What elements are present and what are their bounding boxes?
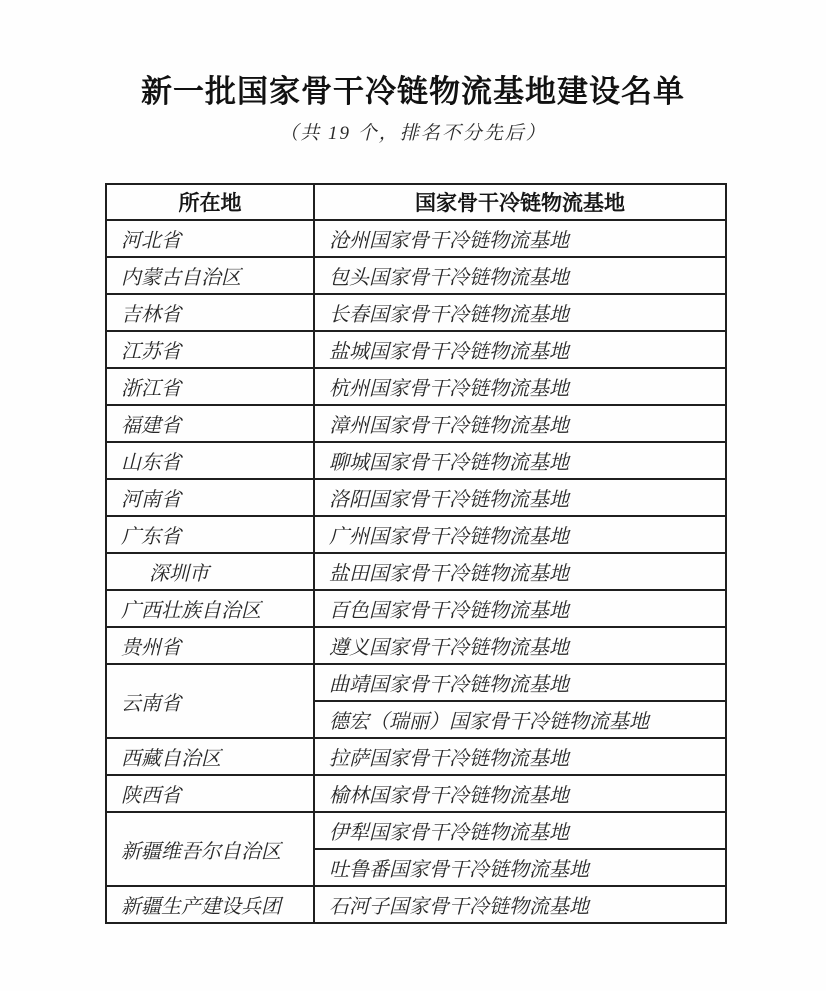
region-cell: 江苏省: [106, 331, 314, 368]
table-row: [106, 812, 726, 849]
base-cell: 杭州国家骨干冷链物流基地: [314, 368, 726, 405]
page-subtitle: （共 19 个，排名不分先后）: [279, 123, 547, 144]
table-row: [106, 294, 726, 331]
table-row: [106, 775, 726, 812]
header-row: [106, 184, 726, 220]
base-cell: 遵义国家骨干冷链物流基地: [314, 627, 726, 664]
base-cell: 广州国家骨干冷链物流基地: [314, 516, 726, 553]
table-row: [106, 553, 726, 590]
region-cell: 浙江省: [106, 368, 314, 405]
base-cell: 石河子国家骨干冷链物流基地: [314, 886, 726, 923]
base-cell: 拉萨国家骨干冷链物流基地: [314, 738, 726, 775]
region-cell: 广西壮族自治区: [106, 590, 314, 627]
region-cell: 西藏自治区: [106, 738, 314, 775]
table-row: [106, 257, 726, 294]
base-cell: 盐城国家骨干冷链物流基地: [314, 331, 726, 368]
table-row: [106, 590, 726, 627]
table-row: [106, 664, 726, 701]
region-cell: 贵州省: [106, 627, 314, 664]
column-header: 所在地: [106, 184, 314, 220]
base-cell: 伊犁国家骨干冷链物流基地: [314, 812, 726, 849]
table-row: [106, 479, 726, 516]
region-cell: 吉林省: [106, 294, 314, 331]
base-cell: 曲靖国家骨干冷链物流基地: [314, 664, 726, 701]
region-cell: 广东省: [106, 516, 314, 553]
base-cell: 漳州国家骨干冷链物流基地: [314, 405, 726, 442]
base-cell: 聊城国家骨干冷链物流基地: [314, 442, 726, 479]
table-row: [106, 886, 726, 923]
table-row: [106, 442, 726, 479]
region-cell: 深圳市: [106, 553, 314, 590]
base-cell: 榆林国家骨干冷链物流基地: [314, 775, 726, 812]
table-row: [106, 220, 726, 257]
column-header: 国家骨干冷链物流基地: [314, 184, 726, 220]
base-cell: 德宏（瑞丽）国家骨干冷链物流基地: [314, 701, 726, 738]
base-cell: 长春国家骨干冷链物流基地: [314, 294, 726, 331]
cold-chain-base-table: [105, 183, 727, 924]
base-cell: 盐田国家骨干冷链物流基地: [314, 553, 726, 590]
region-cell: 陕西省: [106, 775, 314, 812]
table-row: [106, 368, 726, 405]
region-cell: 新疆生产建设兵团: [106, 886, 314, 923]
table-row: [106, 627, 726, 664]
base-cell: 洛阳国家骨干冷链物流基地: [314, 479, 726, 516]
region-cell: 内蒙古自治区: [106, 257, 314, 294]
table-row: [106, 405, 726, 442]
base-cell: 吐鲁番国家骨干冷链物流基地: [314, 849, 726, 886]
table-header: [106, 184, 726, 220]
table-row: [106, 516, 726, 553]
region-cell: 河南省: [106, 479, 314, 516]
page-title: 新一批国家骨干冷链物流基地建设名单: [141, 74, 685, 109]
base-cell: 包头国家骨干冷链物流基地: [314, 257, 726, 294]
table-body: [106, 220, 726, 923]
region-cell: 新疆维吾尔自治区: [106, 812, 314, 886]
base-cell: 沧州国家骨干冷链物流基地: [314, 220, 726, 257]
region-cell: 福建省: [106, 405, 314, 442]
base-cell: 百色国家骨干冷链物流基地: [314, 590, 726, 627]
region-cell: 山东省: [106, 442, 314, 479]
table-row: [106, 738, 726, 775]
region-cell: 河北省: [106, 220, 314, 257]
table-row: [106, 331, 726, 368]
region-cell: 云南省: [106, 664, 314, 738]
